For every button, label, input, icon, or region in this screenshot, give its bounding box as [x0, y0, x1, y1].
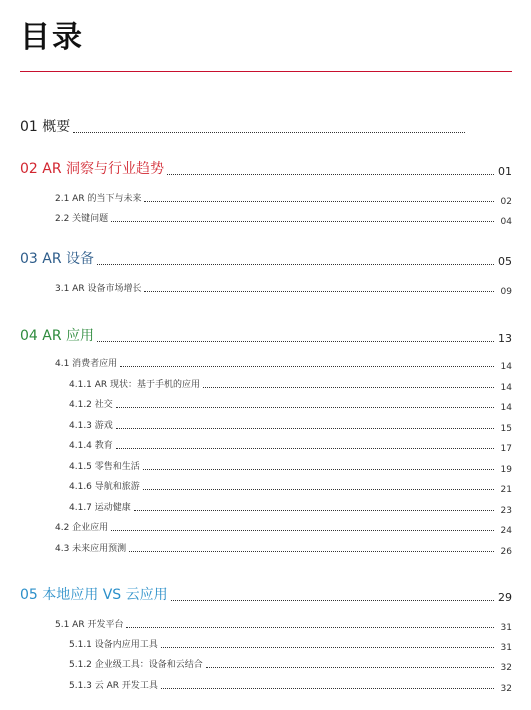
toc-entry-3-1[interactable] — [55, 283, 512, 295]
toc-entry-01[interactable] — [20, 118, 483, 136]
toc-leader — [144, 201, 494, 202]
toc-leader — [161, 647, 494, 648]
toc-entry-page: 14 — [500, 403, 512, 413]
toc-entry-page: 09 — [500, 287, 512, 297]
toc-leader — [97, 264, 494, 265]
toc-entry-4-2[interactable] — [55, 522, 512, 534]
toc-entry-page: 31 — [500, 643, 512, 653]
toc-entry-page: 24 — [500, 526, 512, 536]
toc-entry-label: 3.1 AR 设备市场增长 — [55, 284, 142, 294]
toc-entry-page: 31 — [500, 623, 512, 633]
toc-entry-page: 13 — [498, 332, 512, 345]
toc-leader — [111, 530, 494, 531]
toc-leader — [111, 221, 494, 222]
toc-leader — [126, 627, 494, 628]
toc-entry-page: 21 — [500, 485, 512, 495]
toc-entry-label: 4.1.7 运动健康 — [69, 503, 131, 513]
toc-entry-page: 32 — [500, 684, 512, 694]
toc-leader — [97, 341, 494, 342]
toc-entry-label: 03 AR 设备 — [20, 251, 95, 267]
title-divider — [20, 71, 512, 72]
toc-entry-label: 4.1.1 AR 现状：基于手机的应用 — [69, 380, 201, 390]
toc-leader — [116, 448, 494, 449]
page-title: 目录 — [20, 20, 84, 55]
toc-entry-4-1-2[interactable] — [69, 399, 512, 411]
toc-entry-5-1-2[interactable] — [69, 659, 512, 671]
toc-entry-label: 4.1 消费者应用 — [55, 359, 118, 369]
toc-leader — [120, 366, 494, 367]
toc-leader — [171, 600, 494, 601]
toc-entry-label: 5.1.1 设备内应用工具 — [69, 640, 158, 650]
toc-entry-2-1[interactable] — [55, 193, 512, 205]
toc-leader — [129, 551, 494, 552]
toc-entry-label: 4.1.2 社交 — [69, 400, 113, 410]
toc-entry-4-1-1[interactable] — [69, 379, 512, 391]
toc-leader — [73, 132, 465, 133]
toc-entry-page: 19 — [500, 465, 512, 475]
toc-entry-page: 26 — [500, 547, 512, 557]
toc-entry-page: 02 — [500, 197, 512, 207]
toc-entry-page: 29 — [498, 591, 512, 604]
toc-entry-4-1-5[interactable] — [69, 461, 512, 473]
toc-entry-page: 15 — [500, 424, 512, 434]
toc-entry-label: 5.1 AR 开发平台 — [55, 620, 124, 630]
toc-entry-label: 4.1.6 导航和旅游 — [69, 482, 140, 492]
toc-entry-4-1[interactable] — [55, 358, 512, 370]
toc-leader — [143, 469, 494, 470]
toc-entry-05[interactable] — [20, 586, 512, 604]
toc-leader — [161, 688, 494, 689]
toc-entry-label: 4.1.4 教育 — [69, 441, 113, 451]
toc-entry-03[interactable] — [20, 250, 512, 268]
toc-leader — [206, 667, 494, 668]
toc-entry-label: 5.1.2 企业级工具：设备和云结合 — [69, 660, 203, 670]
toc-entry-label: 2.2 关键问题 — [55, 214, 109, 224]
toc-entry-04[interactable] — [20, 327, 512, 345]
toc-entry-5-1-3[interactable] — [69, 680, 512, 692]
toc-entry-label: 5.1.3 云 AR 开发工具 — [69, 681, 158, 691]
toc-entry-label: 4.2 企业应用 — [55, 523, 109, 533]
toc-entry-4-1-4[interactable] — [69, 440, 512, 452]
toc-entry-page: 14 — [500, 362, 512, 372]
toc-leader — [143, 489, 494, 490]
toc-entry-page: 17 — [500, 444, 512, 454]
toc-entry-page: 01 — [498, 165, 512, 178]
toc-entry-4-1-7[interactable] — [69, 502, 512, 514]
toc-entry-label: 05 本地应用 VS 云应用 — [20, 587, 168, 603]
toc-entry-label: 4.1.3 游戏 — [69, 421, 113, 431]
toc-entry-4-3[interactable] — [55, 543, 512, 555]
toc-entry-4-1-6[interactable] — [69, 481, 512, 493]
toc-entry-5-1-1[interactable] — [69, 639, 512, 651]
toc-leader — [167, 174, 494, 175]
toc-leader — [134, 510, 494, 511]
toc-leader — [144, 291, 494, 292]
toc-leader — [116, 407, 494, 408]
toc-entry-page: 32 — [500, 663, 512, 673]
toc-entry-label: 4.3 未来应用预测 — [55, 544, 127, 554]
toc-entry-label: 02 AR 洞察与行业趋势 — [20, 161, 165, 177]
toc-entry-page: 23 — [500, 506, 512, 516]
toc-leader — [116, 428, 494, 429]
toc-entry-label: 04 AR 应用 — [20, 328, 95, 344]
toc-entry-page: 04 — [500, 217, 512, 227]
toc-entry-label: 01 概要 — [20, 119, 71, 135]
toc-entry-5-1[interactable] — [55, 619, 512, 631]
toc-entry-page: 05 — [498, 255, 512, 268]
toc-entry-label: 2.1 AR 的当下与未来 — [55, 194, 142, 204]
toc-entry-4-1-3[interactable] — [69, 420, 512, 432]
toc-entry-02[interactable] — [20, 160, 512, 178]
toc-entry-label: 4.1.5 零售和生活 — [69, 462, 140, 472]
toc-entry-page: 14 — [500, 383, 512, 393]
toc-entry-2-2[interactable] — [55, 213, 512, 225]
toc-leader — [203, 387, 494, 388]
